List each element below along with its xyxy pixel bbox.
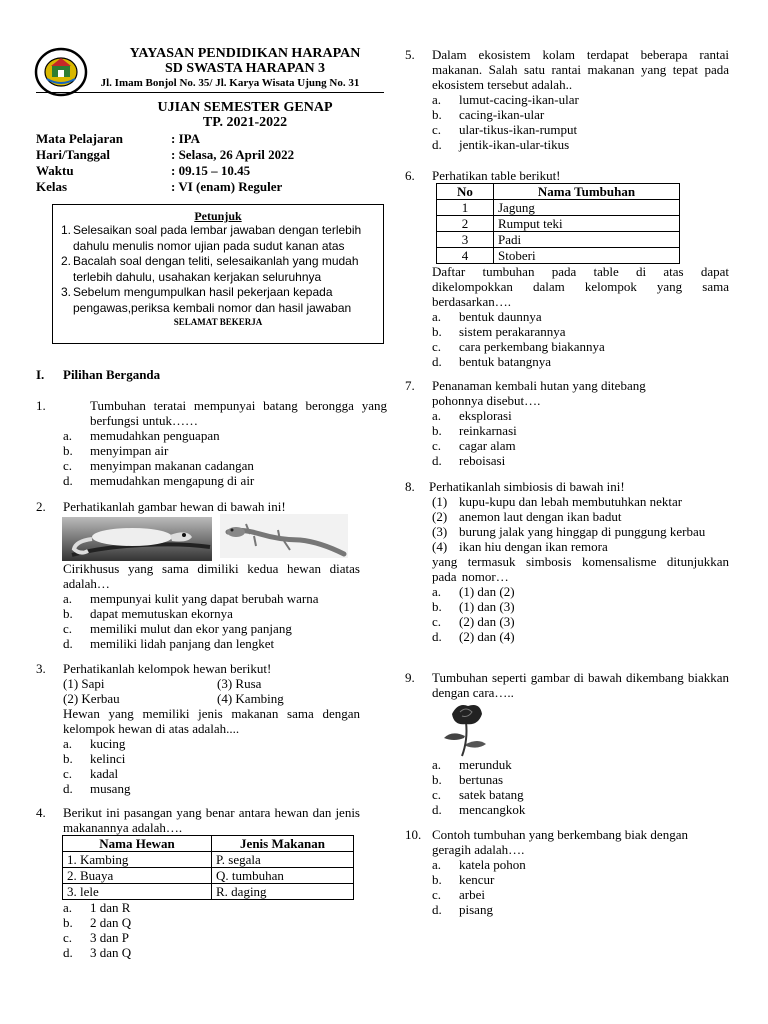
question-number: 3.: [36, 661, 46, 676]
chameleon-image: [62, 517, 212, 561]
info-label: Hari/Tanggal: [36, 147, 110, 162]
question-text: Hewan yang memiliki jenis makanan sama dengan kelompok hewan di atas adalah....: [63, 706, 360, 736]
symbiosis-item: (3) burung jalak yang hinggap di punggung kerbau: [432, 524, 706, 539]
option-d[interactable]: d. pisang: [432, 902, 493, 917]
school-name: SD SWASTA HARAPAN 3: [164, 61, 326, 76]
instructions-footer: SELAMAT BEKERJA: [173, 317, 263, 327]
option-b[interactable]: b. cacing-ikan-ular: [432, 107, 545, 122]
option-c[interactable]: c. (2) dan (3): [432, 614, 515, 629]
question-7: [405, 378, 729, 468]
option-d[interactable]: d. reboisasi: [432, 453, 506, 468]
question-text: Perhatikanlah gambar hewan di bawah ini!: [63, 499, 286, 514]
question-2-body: [63, 561, 360, 651]
question-5: [405, 47, 729, 152]
animal-item: (3) Rusa: [217, 676, 262, 691]
option-a[interactable]: a. eksplorasi: [432, 408, 512, 423]
animal-item: (1) Sapi: [63, 676, 105, 691]
question-number: 4.: [36, 805, 46, 820]
table-header: Jenis Makanan: [212, 836, 354, 852]
info-row-date: [36, 147, 376, 163]
animal-group: [63, 676, 360, 706]
option-b[interactable]: b. kelinci: [63, 751, 126, 766]
option-b[interactable]: b. sistem perakarannya: [432, 324, 566, 339]
table-row: 2 Rumput teki: [437, 216, 680, 232]
foundation-name: YAYASAN PENDIDIKAN HARAPAN: [129, 46, 361, 61]
info-value: : IPA: [171, 131, 201, 146]
question-8: [405, 479, 729, 644]
school-address: Jl. Imam Bonjol No. 35/ Jl. Karya Wisata Ujung No. 31: [100, 77, 360, 89]
info-row-time: [36, 163, 376, 179]
question-number: 5.: [405, 47, 415, 62]
instructions-title: Petunjuk: [194, 209, 242, 223]
rose-image: [432, 700, 498, 758]
option-b[interactable]: b. (1) dan (3): [432, 599, 515, 614]
info-row-subject: [36, 131, 376, 147]
option-c[interactable]: c. memiliki mulut dan ekor yang panjang: [63, 621, 292, 636]
info-value: : 09.15 – 10.45: [171, 163, 251, 178]
table-row: 1 Jagung: [437, 200, 680, 216]
option-c[interactable]: c. menyimpan makanan cadangan: [63, 458, 254, 473]
info-label: Mata Pelajaran: [36, 131, 124, 146]
animal-item: (4) Kambing: [217, 691, 284, 706]
info-block: [36, 131, 376, 195]
header-divider: [36, 92, 384, 93]
question-6: [405, 168, 729, 369]
question-text: Tumbuhan seperti gambar di bawah dikembang biakkan dengan cara…..: [432, 670, 729, 700]
option-a[interactable]: a. mempunyai kulit yang dapat berubah warna: [63, 591, 319, 606]
option-a[interactable]: a. katela pohon: [432, 857, 526, 872]
plant-table: [436, 183, 680, 264]
question-9: [405, 670, 729, 700]
option-d[interactable]: d. memudahkan mengapung di air: [63, 473, 255, 488]
option-b[interactable]: b. kencur: [432, 872, 495, 887]
option-d[interactable]: d. (2) dan (4): [432, 629, 515, 644]
question-text: Perhatikanlah simbiosis di bawah ini!: [429, 479, 625, 494]
question-number: 1.: [36, 398, 46, 413]
option-d[interactable]: d. memiliki lidah panjang dan lengket: [63, 636, 275, 651]
option-d[interactable]: d. musang: [63, 781, 131, 796]
option-c[interactable]: c. kadal: [63, 766, 119, 781]
option-b[interactable]: b. bertunas: [432, 772, 504, 787]
info-label: Kelas: [36, 179, 68, 194]
info-row-class: [36, 179, 376, 195]
table-row: 2. Buaya Q. tumbuhan: [63, 868, 354, 884]
option-a[interactable]: a. merunduk: [432, 757, 512, 772]
question-number: 2.: [36, 499, 46, 514]
table-header: No: [437, 184, 494, 200]
info-label: Waktu: [36, 163, 74, 178]
option-a[interactable]: a. lumut-cacing-ikan-ular: [432, 92, 579, 107]
option-a[interactable]: a. kucing: [63, 736, 126, 751]
table-header: Nama Hewan: [63, 836, 212, 852]
question-text: Daftar tumbuhan pada table di atas dapat dikelompokkan dalam kelompok yang sama berdasarkan….: [432, 264, 729, 309]
question-text: Dalam ekosistem kolam terdapat beberapa rantai makanan. Salah satu rantai makanan yang tepat pada ekosistem tersebut adalah..: [432, 47, 729, 92]
question-2: [36, 499, 360, 514]
symbiosis-item: (1) kupu-kupu dan lebah membutuhkan nektar: [432, 494, 683, 509]
option-c[interactable]: c. ular-tikus-ikan-rumput: [432, 122, 578, 137]
question-text: Perhatikanlah kelompok hewan berikut!: [63, 661, 272, 676]
question-number: 9.: [405, 670, 415, 685]
option-c[interactable]: c. 3 dan P: [63, 930, 129, 945]
question-text: Cirikhusus yang sama dimiliki kedua hewan diatas adalah…: [63, 561, 360, 591]
question-4: [36, 805, 360, 960]
instruction-item: 1. Selesaikan soal pada lembar jawaban dengan terlebih dahulu menulis nomor ujian pada sudut kanan atas: [61, 223, 362, 253]
info-value: : Selasa, 26 April 2022: [171, 147, 295, 162]
info-value: : VI (enam) Reguler: [171, 179, 283, 194]
animal-item: (2) Kerbau: [63, 691, 120, 706]
option-a[interactable]: a. bentuk daunnya: [432, 309, 542, 324]
instructions-box: [52, 204, 384, 344]
option-c[interactable]: c. satek batang: [432, 787, 524, 802]
section-title: Pilihan Berganda: [63, 367, 161, 382]
option-b[interactable]: b. dapat memutuskan ekornya: [63, 606, 233, 621]
exam-title: UJIAN SEMESTER GENAP: [157, 100, 333, 115]
question-text: Perhatikan table berikut!: [432, 168, 561, 183]
table-row: 3. lele R. daging: [63, 884, 354, 900]
question-text: Penanaman kembali hutan yang ditebang pohonnya disebut….: [432, 378, 646, 408]
question-text: Contoh tumbuhan yang berkembang biak dengan geragih adalah….: [432, 827, 688, 857]
symbiosis-item: (2) anemon laut dengan ikan badut: [432, 509, 622, 524]
option-c[interactable]: c. arbei: [432, 887, 485, 902]
animal-food-table: [62, 835, 354, 900]
option-d[interactable]: d. jentik-ikan-ular-tikus: [432, 137, 570, 152]
table-row: 4 Stoberi: [437, 248, 680, 264]
option-b[interactable]: b. menyimpan air: [63, 443, 169, 458]
question-1: [36, 398, 387, 488]
option-d[interactable]: d. 3 dan Q: [63, 945, 132, 960]
option-d[interactable]: d. bentuk batangnya: [432, 354, 552, 369]
option-a[interactable]: a. memudahkan penguapan: [63, 428, 220, 443]
question-number: 10.: [405, 827, 422, 842]
question-number: 6.: [405, 168, 415, 183]
table-row: 1. Kambing P. segala: [63, 852, 354, 868]
instruction-item: 3. Sebelum mengumpulkan hasil pekerjaan kepada pengawas,periksa kembali nomor dan hasil jawaban: [61, 285, 352, 315]
option-c[interactable]: c. cagar alam: [432, 438, 516, 453]
option-b[interactable]: b. 2 dan Q: [63, 915, 132, 930]
exam-year: TP. 2021-2022: [202, 115, 288, 130]
table-row: 3 Padi: [437, 232, 680, 248]
question-number: 8.: [405, 479, 415, 494]
question-3: [36, 661, 360, 796]
question-9-options: [432, 757, 729, 817]
option-a[interactable]: a. 1 dan R: [63, 900, 131, 915]
option-b[interactable]: b. reinkarnasi: [432, 423, 517, 438]
section-number: I.: [36, 367, 45, 382]
gecko-image: [220, 514, 348, 558]
option-d[interactable]: d. mencangkok: [432, 802, 526, 817]
question-text: Tumbuhan teratai mempunyai batang berongga yang berfungsi untuk……: [90, 398, 387, 428]
question-10: [405, 827, 729, 917]
symbiosis-item: (4) ikan hiu dengan ikan remora: [432, 539, 608, 554]
option-a[interactable]: a. (1) dan (2): [432, 584, 515, 599]
question-text: Berikut ini pasangan yang benar antara hewan dan jenis makanannya adalah….: [63, 805, 360, 835]
instruction-item: 2. Bacalah soal dengan teliti, selesaikanlah yang mudah terlebih dahulu, usahakan kerjakan seluruhnya: [61, 254, 359, 284]
option-c[interactable]: c. cara perkembang biakannya: [432, 339, 605, 354]
table-header: Nama Tumbuhan: [494, 184, 680, 200]
question-text: yang termasuk simbosis komensalisme ditunjukkan pada nomor…: [432, 554, 729, 584]
question-number: 7.: [405, 378, 415, 393]
